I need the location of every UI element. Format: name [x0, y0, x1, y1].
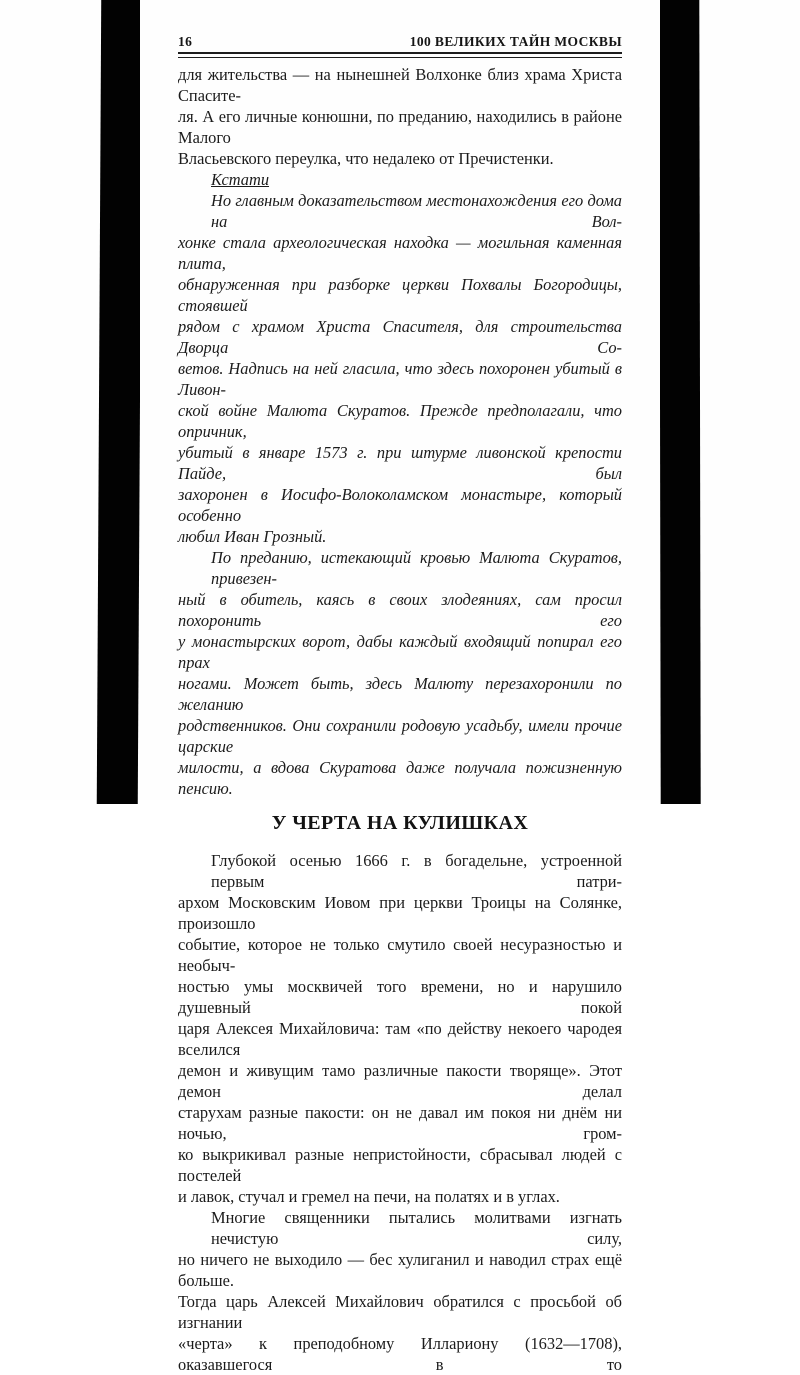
text-line: царя Алексея Михайловича: там «по действу некоего чародея вселился: [178, 1019, 622, 1059]
text-line: «черта» к преподобному Иллариону (1632—1708), оказавшегося в то: [178, 1334, 622, 1374]
aside-paragraph-2: [178, 547, 622, 799]
right-page-edge-shadow: [659, 0, 700, 804]
text-line: хонке стала археологическая находка — могильная каменная плита,: [178, 233, 622, 273]
text-line: событие, которое не только смутило своей несуразностью и необыч-: [178, 935, 622, 975]
text-line: ко выкрикивал разные непристойности, сбрасывал людей с постелей: [178, 1145, 622, 1185]
text-line: у монастырских ворот, дабы каждый входящий попирал его прах: [178, 632, 622, 672]
header-double-rule: [178, 52, 622, 58]
text-line: рядом с храмом Христа Спасителя, для строительства Дворца Со-: [178, 317, 622, 357]
aside-label: Кстати: [211, 170, 270, 189]
continuation-paragraph: [178, 64, 622, 169]
running-title: 100 ВЕЛИКИХ ТАЙН МОСКВЫ: [409, 34, 622, 49]
text-line: убитый в январе 1573 г. при штурме ливонской крепости Пайде, был: [178, 443, 622, 483]
text-line: милости, а вдова Скуратова даже получала пожизненную пенсию.: [178, 758, 622, 798]
text-line: ля. А его личные конюшни, по преданию, находились в районе Малого: [178, 107, 622, 147]
text-line: ногами. Может быть, здесь Малюту перезахоронили по желанию: [178, 674, 622, 714]
text-line: но ничего не выходило — бес хулиганил и наводил страх ещё больше.: [178, 1250, 622, 1290]
page-header: [178, 34, 622, 50]
text-line: любил Иван Грозный.: [178, 527, 327, 546]
text-line: Многие священники пытались молитвами изгнать нечистую силу,: [211, 1208, 622, 1248]
text-line: Глубокой осенью 1666 г. в богадельне, устроенной первым патри-: [211, 851, 622, 891]
text-line: для жительства — на нынешней Волхонке близ храма Христа Спасите-: [178, 65, 622, 105]
text-line: Но главным доказательством местонахождения его дома на Вол-: [211, 191, 622, 231]
section-paragraph-1: [178, 850, 622, 1207]
text-line: архом Московским Иовом при церкви Троицы на Солянке, произошло: [178, 893, 622, 933]
book-page: [140, 0, 660, 1374]
page-number: 16: [178, 34, 193, 49]
page-body: [178, 64, 622, 1375]
text-line: ветов. Надпись на ней гласила, что здесь похоронен убитый в Ливон-: [178, 359, 622, 399]
text-line: ской войне Малюта Скуратов. Прежде предполагали, что опричник,: [178, 401, 622, 441]
text-line: и лавок, стучал и гремел на печи, на полатях и в углах.: [178, 1187, 560, 1206]
text-line: ностью умы москвичей того времени, но и нарушило душевный покой: [178, 977, 622, 1017]
text-line: родственников. Они сохранили родовую усадьбу, имели прочие царские: [178, 716, 622, 756]
aside-paragraph-1: [178, 190, 622, 547]
section-paragraph-2: [178, 1207, 622, 1375]
text-line: старухам разные пакости: он не давал им покоя ни днём ни ночью, гром-: [178, 1103, 622, 1143]
text-line: По преданию, истекающий кровью Малюта Скуратов, привезен-: [211, 548, 622, 588]
section-heading: У ЧЕРТА НА КУЛИШКАХ: [271, 812, 529, 834]
text-line: обнаруженная при разборке церкви Похвалы Богородицы, стоявшей: [178, 275, 622, 315]
text-line: Власьевского переулка, что недалеко от Пречистенки.: [178, 149, 554, 168]
text-line: захоронен в Иосифо-Волоколамском монастыре, который особенно: [178, 485, 622, 525]
text-line: ный в обитель, каясь в своих злодеяниях, сам просил похоронить его: [178, 590, 622, 630]
left-page-edge-shadow: [97, 0, 143, 804]
text-line: демон и живущим тамо различные пакости творяще». Этот демон делал: [178, 1061, 622, 1101]
text-line: Тогда царь Алексей Михайлович обратился с просьбой об изгнании: [178, 1292, 622, 1332]
